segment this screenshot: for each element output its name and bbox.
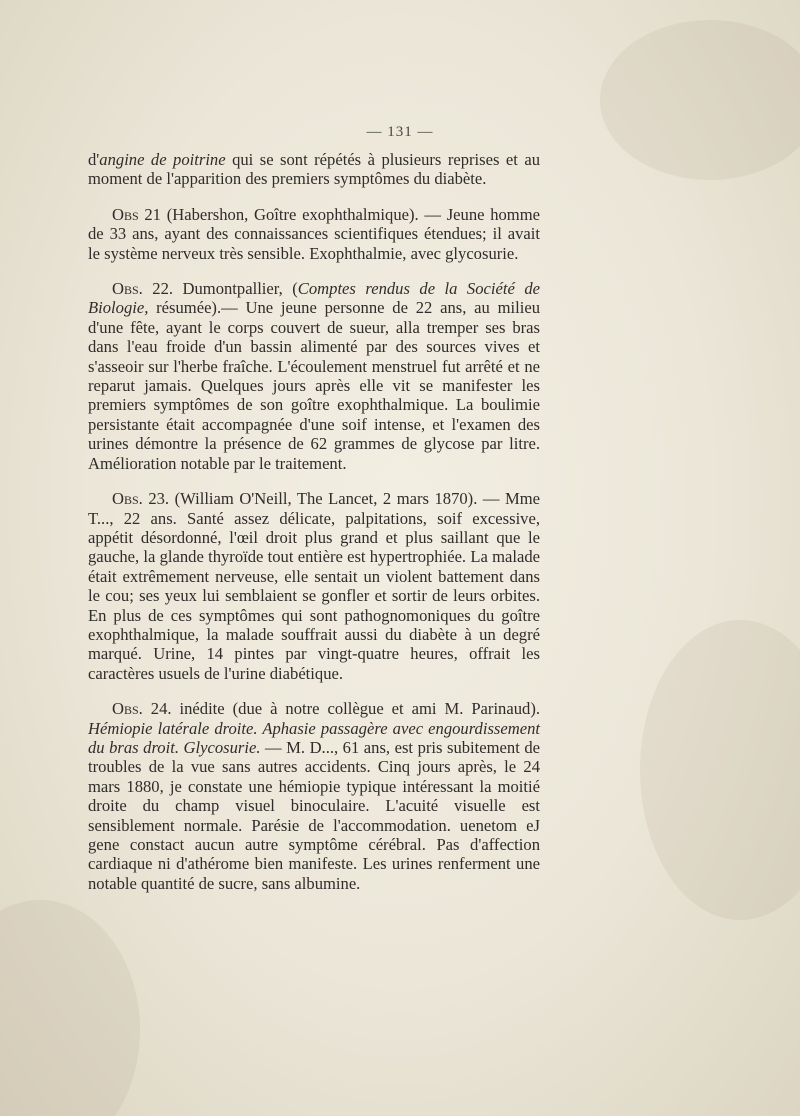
- paper-stain: [640, 620, 800, 920]
- obs-heading: . 22. Dumontpallier, (: [138, 279, 298, 299]
- body-text: [88, 150, 540, 893]
- obs-title: Hémiopie latérale droite. Aphasie passagère avec engourdissement du bras droit. Glycosurie.: [88, 718, 540, 757]
- paper-stain: [600, 20, 800, 180]
- obs-label: Obs: [112, 279, 139, 299]
- obs-heading: . 23. (William O'Neill, The Lancet, 2 mars 1870). —: [138, 489, 505, 509]
- observation-23: [88, 489, 540, 683]
- obs-heading: 21 (Habershon, Goître exophthalmique). —: [138, 204, 447, 224]
- italic-term: angine de poitrine: [99, 150, 226, 169]
- paragraph-continuation: [88, 150, 540, 189]
- obs-label: Obs: [112, 699, 139, 719]
- obs-label: Obs: [112, 204, 139, 224]
- text-span: d': [88, 150, 100, 169]
- observation-24: [88, 699, 540, 893]
- obs-body: Jeune homme de 33 ans, ayant des connaissances scientifiques étendues; il avait le système nerveux très sensible. Exophthalmie, avec glycosurie.: [88, 204, 540, 263]
- text-span: qui se sont répétés à plusieurs reprises et au moment de l'apparition des premiers symptômes du diabète.: [88, 150, 540, 189]
- obs-body: — M. D..., 61 ans, est pris subitement de troubles de la vue sans autres accidents. Cinq jours après, le 24 mars 1880, je constate une hémiopie typique intéressant la moitié droite du champ visuel binoculaire. L'acuité visuelle est sensiblement normale. Parésie de l'accommodation. uenetom eJ gene constact aucun autre symptôme cérébral. Pas d'affection cardiaque ni d'athérome bien manifeste. Les urines renferment une notable quantité de sucre, sans albumine.: [88, 737, 540, 893]
- obs-label: Obs: [112, 489, 139, 509]
- observation-22: [88, 279, 540, 473]
- obs-heading: . 24. inédite (due à notre collègue et ami M. Parinaud).: [138, 699, 540, 719]
- obs-body: résumée).— Une jeune personne de 22 ans, au milieu d'une fête, ayant le corps couvert de sueur, alla tremper ses bras dans l'eau froide d'un bassin alimenté par des sources vives et s'asseoir sur l'herbe fraîche. L'écoulement menstruel fut arrêté et ne reparut jamais. Quelques jours après elle vit se manifester les premiers symptômes de son goître exophthalmique. La boulimie persistante était accompagnée d'une soif intense, et l'examen des urines démontre la présence de 62 grammes de glycose par litre. Amélioration notable par le traitement.: [88, 298, 540, 473]
- observation-21: [88, 205, 540, 263]
- obs-source-title: Comptes rendus de la Société de Biologie,: [88, 279, 540, 318]
- page-number: — 131 —: [366, 124, 434, 140]
- obs-body: Mme T..., 22 ans. Santé assez délicate, palpitations, soif excessive, appétit désordonné, l'œil droit plus grand et plus saillant que le gauche, la glande thyroïde tout entière est hypertrophiée. La malade était extrêmement nerveuse, elle sentait un violent battement dans le cou; ses yeux lui semblaient se gonfler et sortir de leurs orbites. En plus de ces symptômes qui sont pathognomoniques du goître exophthalmique, la malade souffrait aussi du diabète à un degré marqué. Urine, 14 pintes par vingt-quatre heures, offrait les caractères usuels de l'urine diabétique.: [88, 489, 540, 683]
- paper-stain: [0, 900, 140, 1116]
